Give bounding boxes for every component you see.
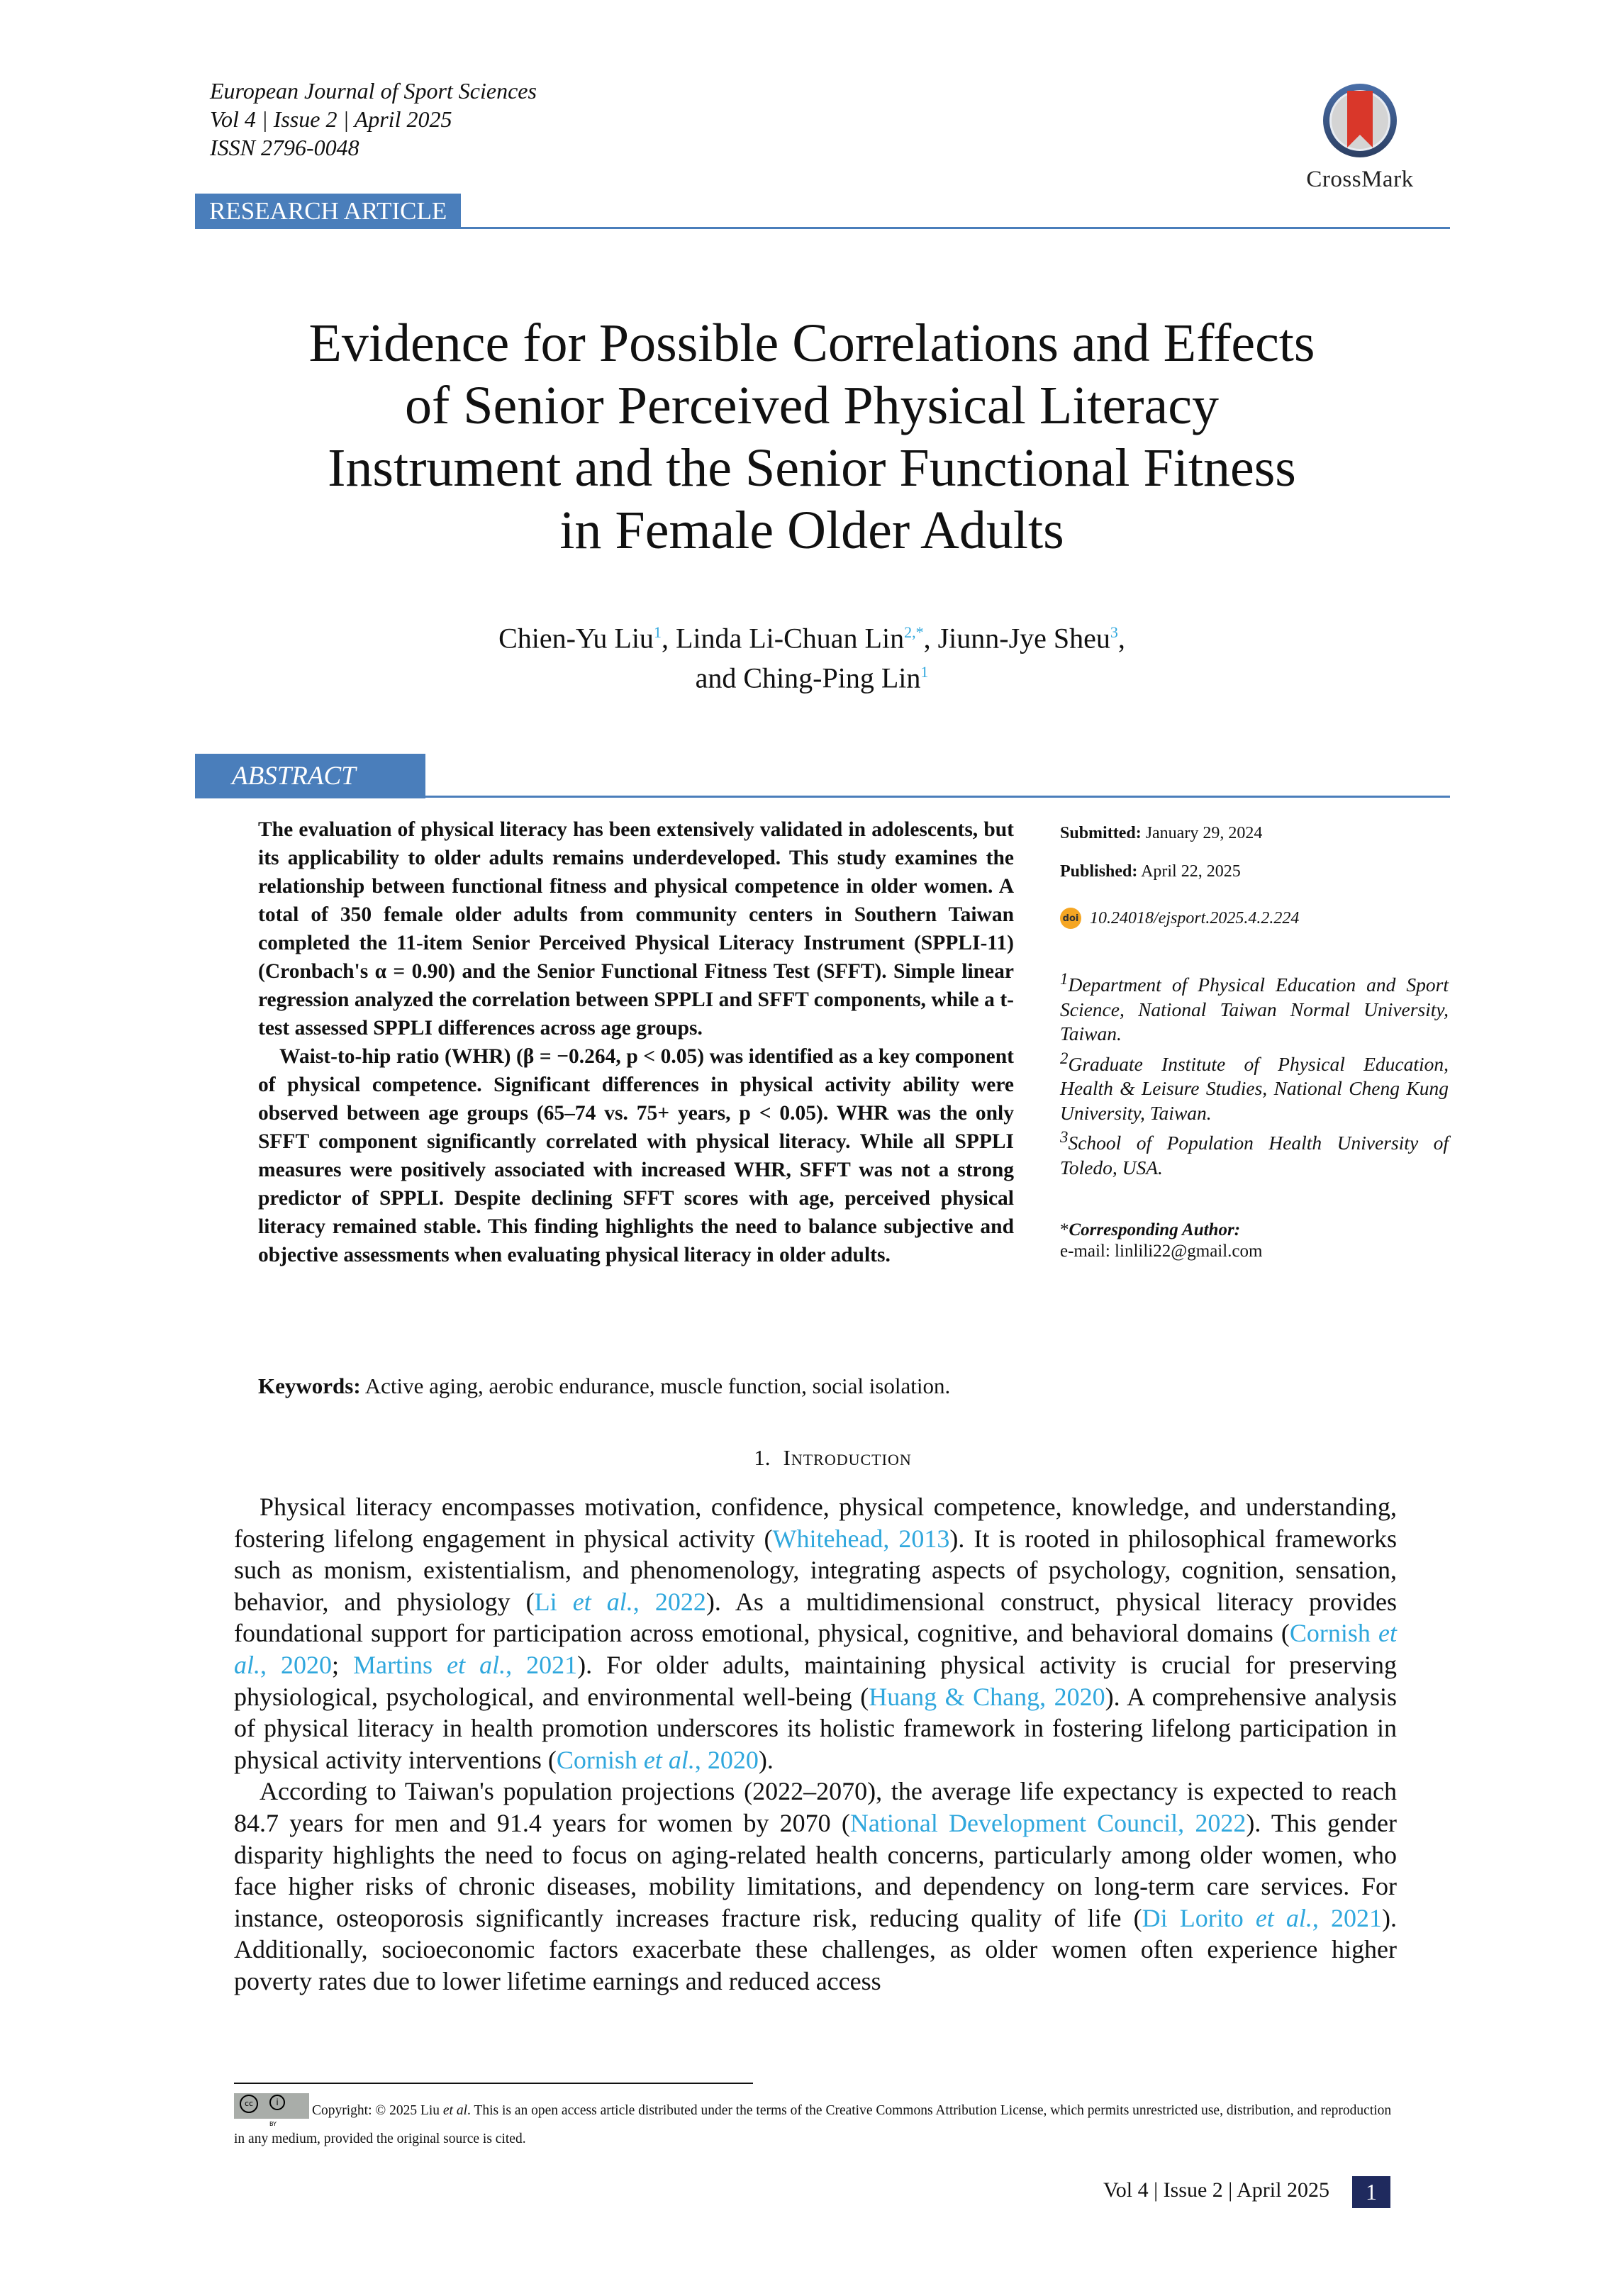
abstract-paragraph: The evaluation of physical literacy has been extensively validated in adolescents, but its applicability to older adults remains underdeveloped. This study examines the relationship between functional fitness and physical competence in older women. A total of 350 female older adults from community centers in Southern Taiwan completed the 11-item Senior Perceived Physical Literacy Instrument (SPPLI-11) (Cronbach's α = 0.90) and the Senior Functional Fitness Test (SFFT). Simple linear regression analyzed the correlation between SPPLI and SFFT components, while a t-test assessed SPPLI differences across age groups. <box>258 818 1014 1040</box>
author-list: Chien-Yu Liu$^1$, Linda Li-Chuan Lin$^{2,*}$, Jiunn-Jye Sheu$^3$, and Ching-Ping Lin$^1$ <box>498 622 1125 694</box>
doi-link[interactable] <box>1060 908 1449 929</box>
crossmark-icon <box>1320 81 1400 160</box>
citation-link[interactable]: National Development Council, 2022 <box>849 1808 1246 1837</box>
title-line: Evidence for Possible Correlations and Effects <box>308 313 1315 373</box>
abstract-heading: ABSTRACT <box>195 754 425 798</box>
citation-link[interactable]: Li et al., 2022 <box>534 1587 706 1616</box>
title-line: in Female Older Adults <box>559 501 1064 560</box>
affiliation-ref[interactable]: 3 <box>1110 623 1118 641</box>
affiliation: $^2$Graduate Institute of Physical Education, Health & Leisure Studies, National Cheng Kung University, Taiwan. <box>1060 1049 1449 1124</box>
citation-link[interactable]: Cornish et al., 2020 <box>556 1745 759 1774</box>
journal-name: European Journal of Sport Sciences <box>210 78 537 104</box>
keywords-label: Keywords: <box>258 1373 361 1398</box>
cc-by-license-icon[interactable]: cc i BY <box>234 2093 309 2119</box>
author-name: Jiunn-Jye Sheu <box>937 622 1110 654</box>
section-heading-introduction: 1. Introduction <box>754 1445 912 1470</box>
article-type-badge: RESEARCH ARTICLE <box>195 194 461 228</box>
author-name: Linda Li-Chuan Lin <box>675 622 905 654</box>
footnote-divider <box>234 2083 753 2084</box>
volume-issue: Vol 4 | Issue 2 | April 2025 <box>210 106 452 132</box>
article-metadata <box>1060 823 1449 1262</box>
affiliation-ref[interactable]: 2,* <box>904 623 924 641</box>
author-name: and Ching-Ping Lin <box>695 662 921 694</box>
crossmark-label: CrossMark <box>1306 167 1414 192</box>
introduction-body <box>234 1491 1397 1997</box>
title-line: Instrument and the Senior Functional Fitness <box>328 438 1296 498</box>
crossmark-badge[interactable] <box>1282 81 1438 193</box>
citation-link[interactable]: Martins et al., 2021 <box>353 1650 578 1679</box>
published-date: Published: April 22, 2025 <box>1060 862 1241 881</box>
page-footer-issue: Vol 4 | Issue 2 | April 2025 <box>1103 2178 1329 2202</box>
affiliation: $^1$Department of Physical Education and Sport Science, National Taiwan Normal University, Taiwan. <box>1060 970 1449 1045</box>
corresponding-email[interactable]: e-mail: linlili22@gmail.com <box>1060 1242 1263 1261</box>
affiliations <box>1060 967 1449 1180</box>
journal-info <box>210 77 537 162</box>
abstract-paragraph: Waist-to-hip ratio (WHR) (β = −0.264, p < 0.05) was identified as a key component of physical competence. Significant differences in physical activity ability were observed between age groups (65–74 vs. 75+ years, p < 0.05). WHR was the only SFFT component significantly correlated with physical literacy. While all SPPLI measures were positively associated with increased WHR, SFFT was not a strong predictor of SPPLI. Despite declining SFFT scores with age, perceived physical literacy remained stable. This finding highlights the need to balance subjective and objective assessments when evaluating physical literacy in older adults. <box>258 1045 1014 1266</box>
affiliation-ref[interactable]: 1 <box>653 623 662 641</box>
intro-paragraph: According to Taiwan's population projections (2022–2070), the average life expectancy is expected to reach 84.7 years for men and 91.4 years for women by 2070 (National Development Council, 2022). This gender disparity highlights the need to focus on aging-related health concerns, particularly among older women, who face higher risks of chronic diseases, mobility limitations, and dependency on long-term care services. For instance, osteoporosis significantly increases fracture risk, reducing quality of life (Di Lorito et al., 2021). Additionally, socioeconomic factors exacerbate these challenges, as older women often experience higher poverty rates due to lower lifetime earnings and reduced access <box>234 1777 1398 1995</box>
keywords-list: Active aging, aerobic endurance, muscle function, social isolation. <box>364 1373 951 1398</box>
header-divider <box>195 227 1450 229</box>
asterisk-icon: * <box>1060 1220 1069 1240</box>
title-line: of Senior Perceived Physical Literacy <box>404 376 1220 435</box>
citation-link[interactable]: Huang & Chang, 2020 <box>869 1682 1105 1711</box>
doi-text[interactable]: 10.24018/ejsport.2025.4.2.224 <box>1090 908 1300 927</box>
abstract-divider <box>425 796 1450 798</box>
paper-title <box>213 312 1411 562</box>
affiliation-ref[interactable]: 1 <box>920 663 929 681</box>
author-name: Chien-Yu Liu <box>498 622 654 654</box>
citation-link[interactable]: Cornish et al., 2020 <box>234 1619 1397 1679</box>
citation-link[interactable]: Di Lorito et al., 2021 <box>1142 1903 1383 1932</box>
affiliation: $^3$School of Population Health University of Toledo, USA. <box>1060 1128 1449 1178</box>
submitted-date: Submitted: January 29, 2024 <box>1060 824 1263 842</box>
abstract-text <box>258 815 1014 1269</box>
keywords <box>258 1372 1014 1400</box>
doi-icon: doi <box>1060 908 1081 929</box>
copyright-notice: cc i BY Copyright: © 2025 Liu et al. This is an open access article distributed under the terms of the Creative Commons Attribution License, which permits unrestricted use, distribution, and reproduction in any medium, provided the original source is cited. <box>234 2093 1397 2153</box>
issn: ISSN 2796-0048 <box>210 135 359 160</box>
intro-paragraph: Physical literacy encompasses motivation, confidence, physical competence, knowledge, and understanding, fostering lifelong engagement in physical activity (Whitehead, 2013). It is rooted in philosophical frameworks such as monism, existentialism, and phenomenology, integrating aspects of psychology, cognition, sensation, behavior, and physiology (Li et al., 2022). As a multidimensional construct, physical literacy provides foundational support for participation across emotional, physical, cognitive, and behavioral domains (Cornish et al., 2020; Martins et al., 2021). For older adults, maintaining physical activity is crucial for preserving physiological, psychological, and environmental well-being (Huang & Chang, 2020). A comprehensive analysis of physical literacy in health promotion underscores its holistic framework in fostering lifelong participation in physical activity interventions (Cornish et al., 2020). <box>234 1493 1398 1774</box>
corresponding-author: *Corresponding Author: e-mail: linlili22@gmail.com <box>1060 1220 1449 1262</box>
person-icon: i <box>269 2095 285 2110</box>
page-number: 1 <box>1352 2176 1390 2208</box>
citation-link[interactable]: Whitehead, 2013 <box>772 1524 950 1553</box>
